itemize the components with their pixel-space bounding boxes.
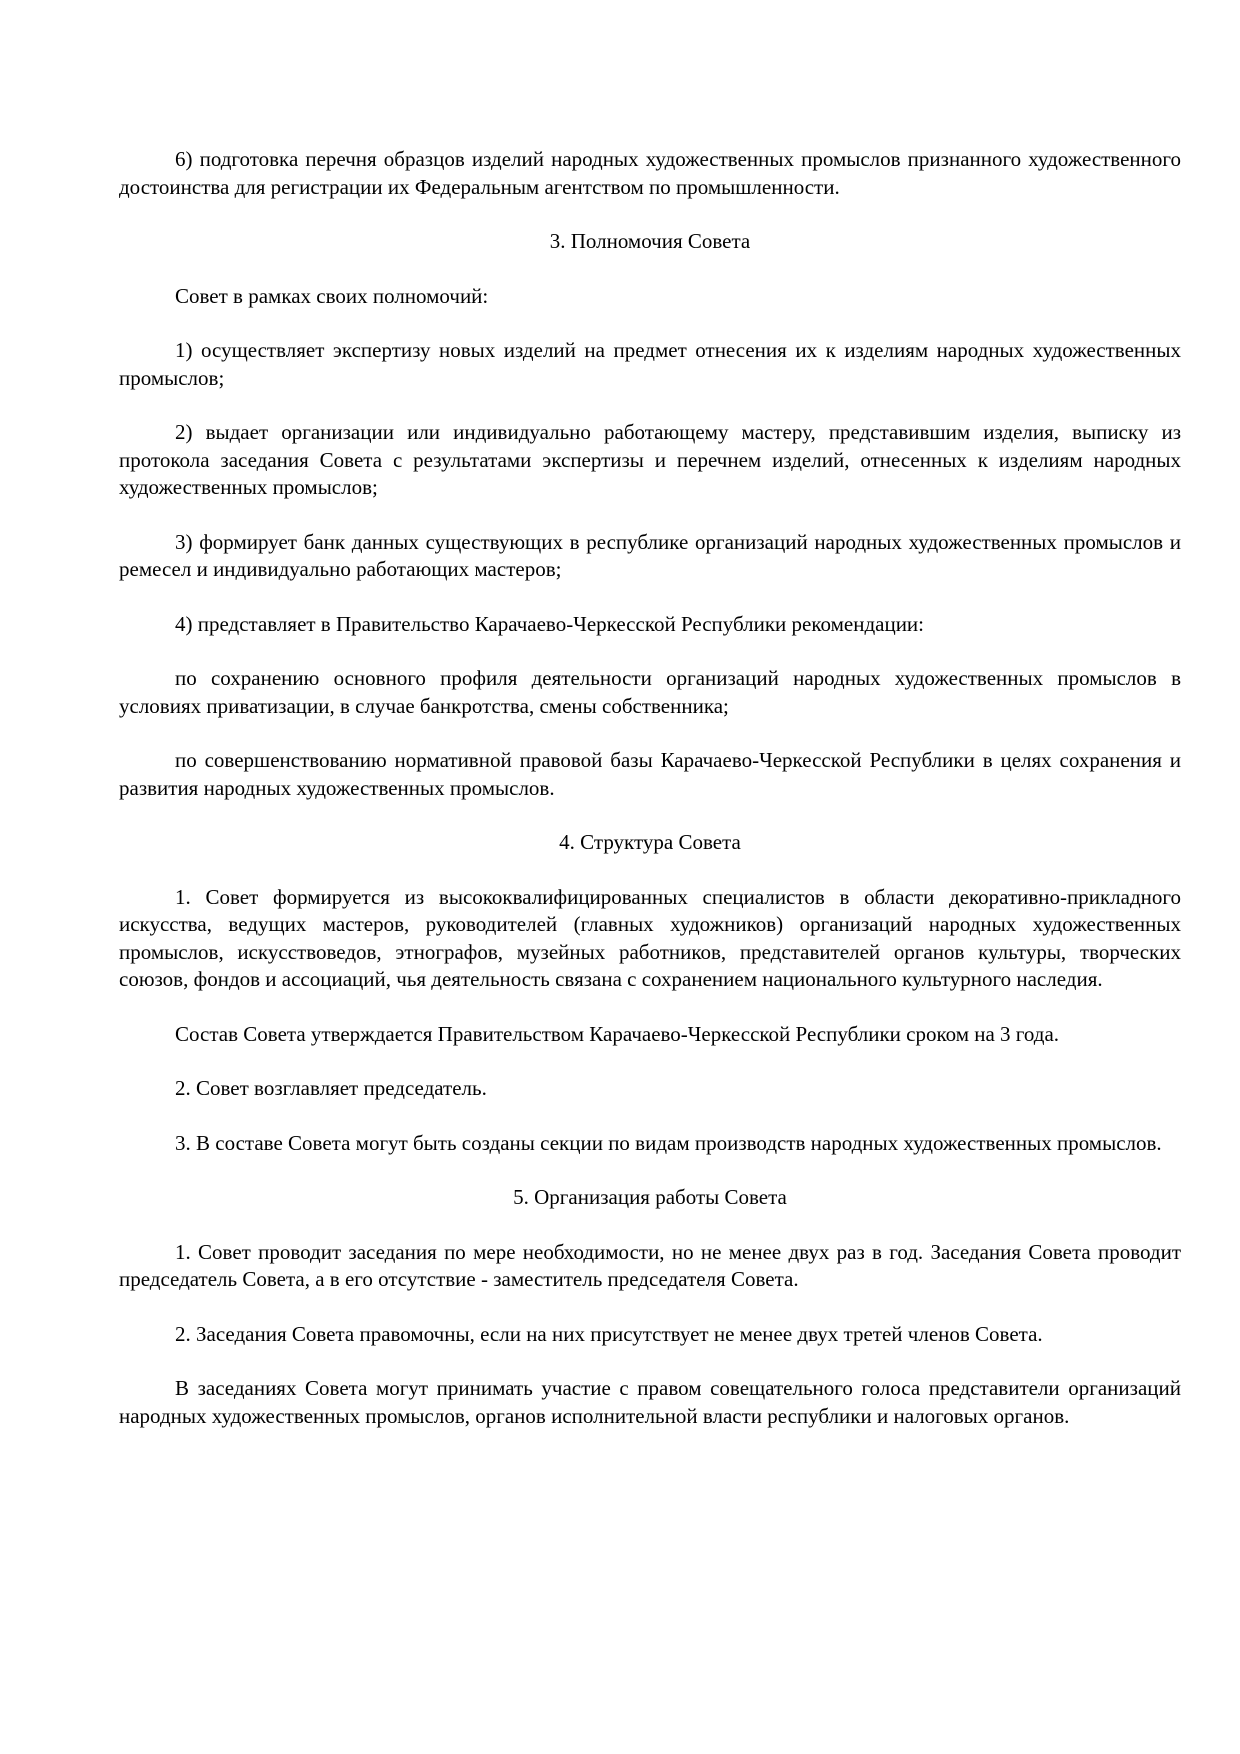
list-item-4: 4) представляет в Правительство Карачаево-Черкесской Республики рекомендации: [175,611,925,636]
structure-item-2: 2. Совет возглавляет председатель. [175,1076,487,1100]
recommendation-item-1: по сохранению основного профиля деятельности организаций народных художественных промыслов в условиях приватизации, в случае банкротства, смены собственника; [119,666,1181,718]
document-page [119,146,1181,1457]
organization-item-2: 2. Заседания Совета правомочны, если на них присутствует не менее двух третей членов Совета. [175,1321,1043,1346]
section-heading-3: 3. Полномочия Совета [549,229,751,253]
list-item-2: 2) выдает организации или индивидуально работающему мастеру, представившим изделия, выписку из протокола заседания Совета с результатами экспертизы и перечнем изделий, отнесенных к изделиям народных художественных промыслов; [119,420,1181,499]
paragraph-intro: Совет в рамках своих полномочий: [175,283,489,308]
recommendation-item-2: по совершенствованию нормативной правовой базы Карачаево-Черкесской Республики в целях сохранения и развития народных художественных промыслов. [119,748,1181,800]
list-item-1: 1) осуществляет экспертизу новых изделий на предмет отнесения их к изделиям народных художественных промыслов; [119,338,1181,390]
list-item-6: 6) подготовка перечня образцов изделий народных художественных промыслов признанного художественного достоинства для регистрации их Федеральным агентством по промышленности. [119,147,1181,199]
structure-item-3: 3. В составе Совета могут быть созданы секции по видам производств народных художественных промыслов. [175,1130,1162,1155]
organization-item-1: 1. Совет проводит заседания по мере необходимости, но не менее двух раз в год. Заседания Совета проводит председатель Совета, а в его отсутствие - заместитель председателя Совета. [119,1239,1181,1291]
list-item-3: 3) формирует банк данных существующих в республике организаций народных художественных промыслов и ремесел и индивидуально работающих мастеров; [119,529,1181,581]
organization-participants: В заседаниях Совета могут принимать участие с правом совещательного голоса представители организаций народных художественных промыслов, органов исполнительной власти республики и налоговых органов. [119,1376,1181,1428]
structure-composition: Состав Совета утверждается Правительством Карачаево-Черкесской Республики сроком на 3 года. [175,1021,1060,1046]
structure-item-1: 1. Совет формируется из высококвалифицированных специалистов в области декоративно-прикладного искусства, ведущих мастеров, руководителей (главных художников) организаций народных художественных промыслов, искусствоведов, этнографов, музейных работников, представителей органов культуры, творческих союзов, фондов и ассоциаций, чья деятельность связана с сохранением национального культурного наследия. [119,884,1181,991]
section-heading-5: 5. Организация работы Совета [513,1185,787,1209]
section-heading-4: 4. Структура Совета [559,830,741,854]
